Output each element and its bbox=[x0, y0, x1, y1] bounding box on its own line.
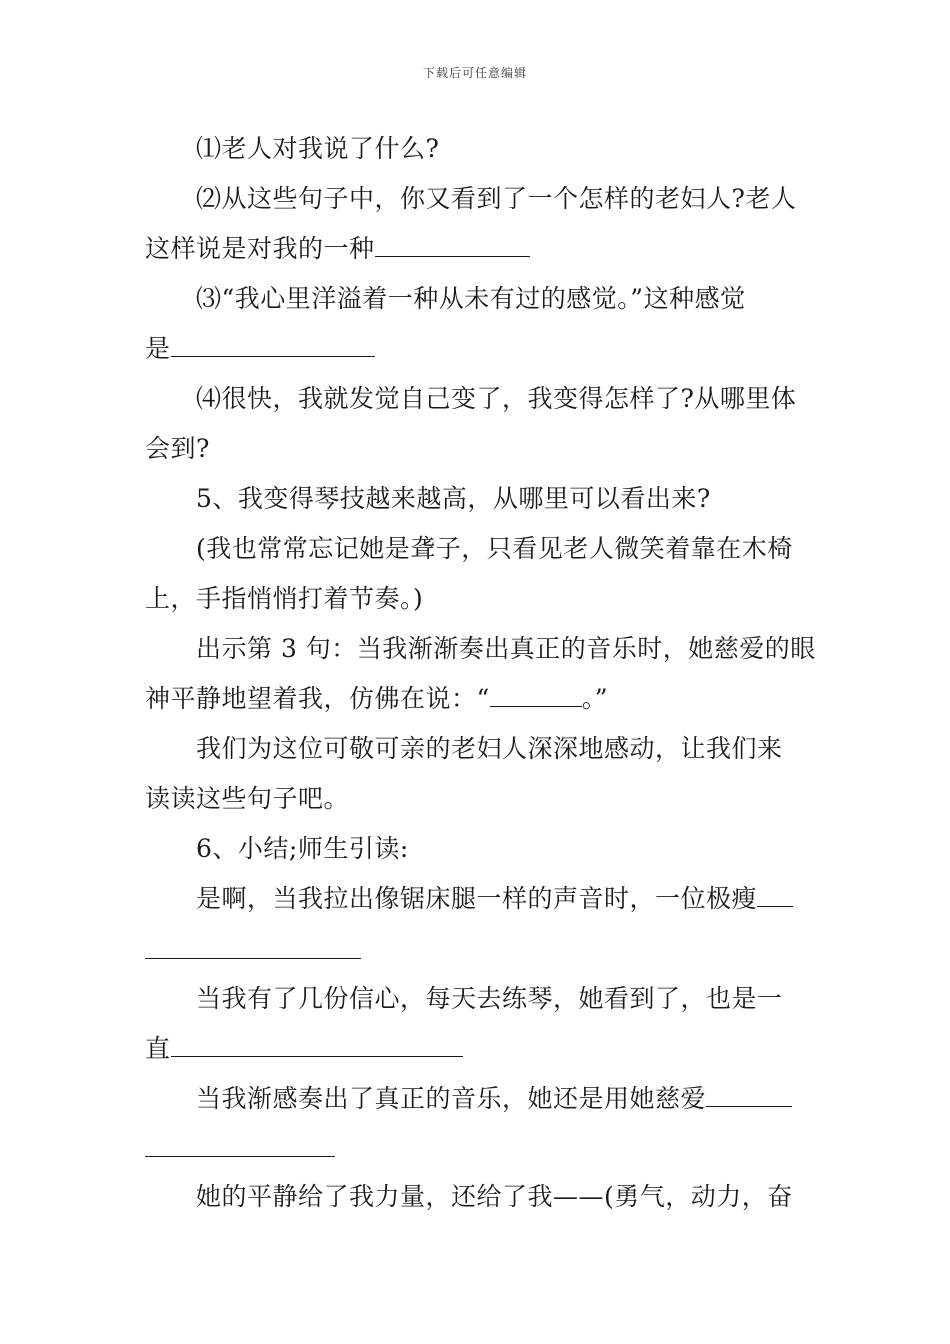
answer-blank[interactable] bbox=[171, 334, 375, 357]
answer-blank-line[interactable] bbox=[145, 958, 361, 959]
answer-blank[interactable] bbox=[757, 884, 793, 907]
paragraph-text: 当我渐感奏出了真正的音乐，她还是用她慈爱 bbox=[196, 1084, 707, 1113]
paragraph-text: 神平静地望着我，仿佛在说：“ bbox=[145, 684, 490, 713]
answer-blank[interactable] bbox=[490, 684, 582, 707]
question-2: ⑵从这些句子中，你又看到了一个怎样的老妇人?老人 bbox=[196, 184, 797, 213]
paragraph-line bbox=[145, 1034, 463, 1064]
page-header: 下载后可任意编辑 bbox=[422, 66, 527, 80]
paragraph-line: 她的平静给了我力量，还给了我——(勇气，动力，奋 bbox=[196, 1182, 793, 1211]
paragraph-text: 。” bbox=[581, 684, 609, 713]
question-1: ⑴老人对我说了什么? bbox=[196, 134, 440, 163]
answer-blank[interactable] bbox=[706, 1084, 792, 1107]
question-2-continued bbox=[145, 234, 530, 264]
paragraph-line bbox=[145, 684, 608, 714]
paragraph-line: 出示第 3 句：当我渐渐奏出真正的音乐时，她慈爱的眼 bbox=[196, 634, 816, 663]
question-2-text: 这样说是对我的一种 bbox=[145, 234, 375, 263]
question-3-continued bbox=[145, 334, 375, 364]
section-5-heading: 5、我变得琴技越来越高，从哪里可以看出来? bbox=[196, 484, 711, 513]
paragraph-line: 当我有了几份信心，每天去练琴，她看到了，也是一 bbox=[196, 984, 783, 1013]
answer-blank[interactable] bbox=[171, 1034, 463, 1057]
question-4: ⑷很快，我就发觉自己变了，我变得怎样了?从哪里体 bbox=[196, 384, 797, 413]
question-4-continued: 会到? bbox=[145, 434, 210, 463]
paragraph-line: 我们为这位可敬可亲的老妇人深深地感动，让我们来 bbox=[196, 734, 783, 763]
answer-blank[interactable] bbox=[375, 234, 530, 257]
question-3-text: 是 bbox=[145, 334, 171, 363]
paragraph-line: (我也常常忘记她是聋子，只看见老人微笑着靠在木椅 bbox=[196, 534, 793, 563]
paragraph-text: 是啊，当我拉出像锯床腿一样的声音时，一位极瘦 bbox=[196, 884, 758, 913]
paragraph-line bbox=[196, 1084, 792, 1114]
paragraph-line: 读读这些句子吧。 bbox=[145, 784, 350, 813]
answer-blank-line[interactable] bbox=[145, 1156, 335, 1157]
paragraph-line: 上，手指悄悄打着节奏。) bbox=[145, 584, 424, 613]
paragraph-line bbox=[196, 884, 793, 914]
section-6-heading: 6、小结;师生引读: bbox=[196, 834, 409, 863]
paragraph-text: 直 bbox=[145, 1034, 171, 1063]
question-3: ⑶“我心里洋溢着一种从未有过的感觉。”这种感觉 bbox=[196, 284, 746, 313]
